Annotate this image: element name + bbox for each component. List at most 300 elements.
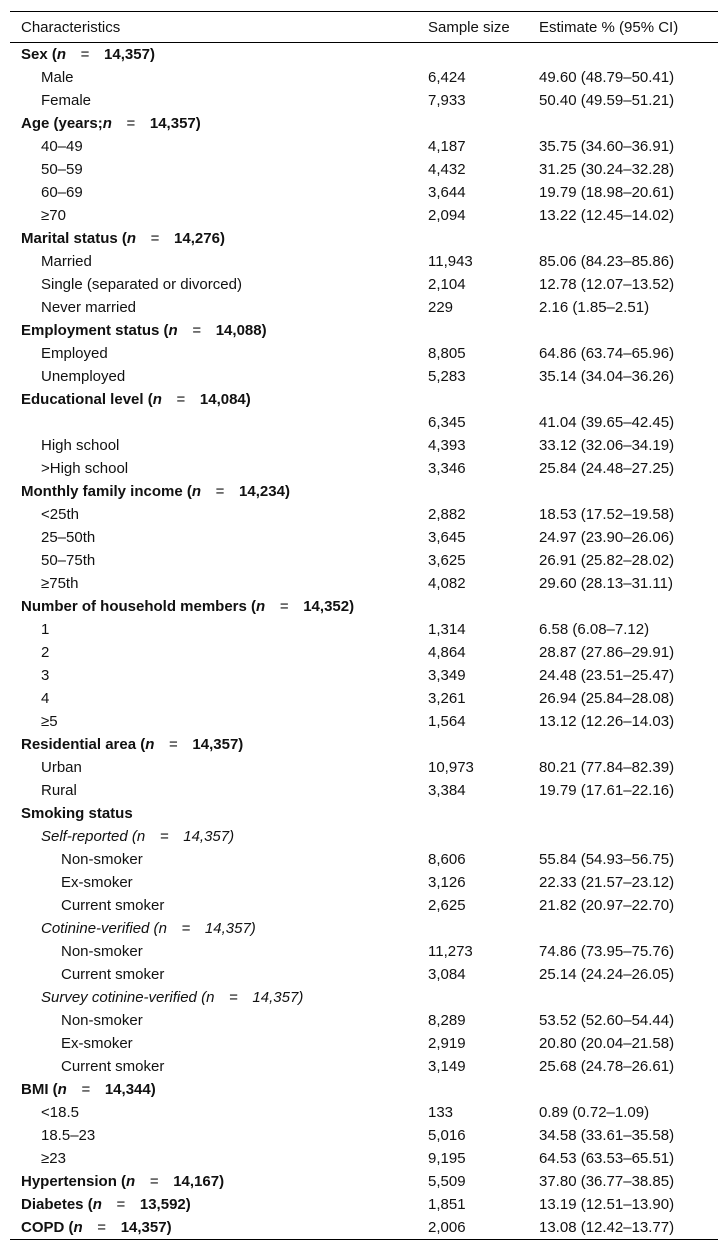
characteristic-label: Single (separated or divorced) <box>41 276 242 293</box>
characteristic-label: Married <box>41 253 92 270</box>
sample-size-cell: 1,564 <box>428 713 466 730</box>
estimate-cell: 12.78 (12.07–13.52) <box>539 276 675 293</box>
sample-n-separator: ( <box>143 391 153 408</box>
sample-size-cell: 4,432 <box>428 161 466 178</box>
sample-size-cell: 10,973 <box>428 759 474 776</box>
characteristic-cell <box>10 595 418 618</box>
sample-n-value: 14,167 <box>173 1173 220 1190</box>
equals-sign: = <box>81 1081 91 1098</box>
estimate-cell <box>529 733 718 756</box>
table-row <box>10 1147 718 1170</box>
estimate-cell: 25.14 (24.24–26.05) <box>539 966 675 983</box>
table-row <box>10 618 718 641</box>
sample-size-cell: 2,094 <box>428 207 466 224</box>
estimate-cell: 31.25 (30.24–32.28) <box>539 161 675 178</box>
estimate-cell: 13.12 (12.26–14.03) <box>539 713 675 730</box>
characteristic-label: High school <box>41 437 120 454</box>
estimate-cell <box>529 388 718 411</box>
estimate-cell <box>529 480 718 503</box>
table-row <box>10 250 718 273</box>
estimate-cell: 20.80 (20.04–21.58) <box>539 1035 675 1052</box>
table-row <box>10 664 718 687</box>
characteristic-label: Urban <box>41 759 82 776</box>
sample-size-cell: 4,393 <box>428 437 466 454</box>
characteristic-cell <box>10 158 418 181</box>
equals-sign: = <box>149 1173 159 1190</box>
estimate-cell: 49.60 (48.79–50.41) <box>539 69 675 86</box>
characteristic-label: Diabetes <box>21 1196 84 1213</box>
n-symbol: n <box>56 46 67 63</box>
table-row <box>10 181 718 204</box>
sample-n-separator: ( <box>149 920 159 937</box>
table-row <box>10 411 718 434</box>
estimate-cell: 35.14 (34.04–36.26) <box>539 368 675 385</box>
characteristic-label: 40–49 <box>41 138 83 155</box>
equals-sign: = <box>126 115 136 132</box>
estimate-cell: 25.68 (24.78–26.61) <box>539 1058 675 1075</box>
characteristic-label: ≥23 <box>41 1150 66 1167</box>
characteristic-cell <box>10 687 418 710</box>
characteristic-cell <box>10 388 418 411</box>
characteristic-cell <box>10 1101 418 1124</box>
sample-size-cell: 229 <box>428 299 454 316</box>
sample-n-value: 14,357 <box>183 828 230 845</box>
close-paren: ) <box>261 322 267 339</box>
sample-n-value: 13,592 <box>139 1196 186 1213</box>
estimate-cell: 26.94 (25.84–28.08) <box>539 690 675 707</box>
equals-sign: = <box>97 1219 107 1236</box>
section-row <box>10 43 718 67</box>
equals-sign: = <box>279 598 289 615</box>
characteristic-label: Ex-smoker <box>61 874 133 891</box>
characteristic-label: 50–75th <box>41 552 96 569</box>
characteristic-label: Current smoker <box>61 1058 165 1075</box>
equals-sign: = <box>159 828 169 845</box>
section-row <box>10 319 718 342</box>
section-row <box>10 227 718 250</box>
sample-n-value: 14,357 <box>104 46 150 63</box>
estimate-cell <box>529 917 718 940</box>
close-paren: ) <box>245 391 251 408</box>
characteristic-cell <box>10 1216 418 1240</box>
characteristic-label: Unemployed <box>41 368 126 385</box>
subsection-row <box>10 825 718 848</box>
sample-n-value: 14,357 <box>252 989 299 1006</box>
sample-size-cell: 3,261 <box>428 690 466 707</box>
characteristic-label: Cotinine-verified <box>41 920 150 937</box>
characteristic-cell <box>10 917 418 940</box>
section-row <box>10 1078 718 1101</box>
estimate-cell: 80.21 (77.84–82.39) <box>539 759 675 776</box>
estimate-cell <box>529 1078 718 1101</box>
sample-n-value: 14,234 <box>239 483 285 500</box>
characteristic-cell <box>10 411 418 434</box>
characteristic-label: Sex <box>21 46 48 63</box>
characteristic-label: 25–50th <box>41 529 96 546</box>
section-row <box>10 388 718 411</box>
estimate-cell: 33.12 (32.06–34.19) <box>539 437 675 454</box>
characteristic-label: Current smoker <box>61 897 165 914</box>
table-row <box>10 848 718 871</box>
table-row <box>10 1124 718 1147</box>
characteristic-cell <box>10 66 418 89</box>
table-row <box>10 641 718 664</box>
characteristic-cell <box>10 204 418 227</box>
sample-size-cell: 2,625 <box>428 897 466 914</box>
sample-size-cell: 9,195 <box>428 1150 466 1167</box>
sample-size-cell: 6,345 <box>428 414 466 431</box>
estimate-cell: 85.06 (84.23–85.86) <box>539 253 675 270</box>
sample-size-cell <box>418 388 529 411</box>
characteristic-cell <box>10 848 418 871</box>
characteristic-label: Rural <box>41 782 77 799</box>
estimate-cell: 64.53 (63.53–65.51) <box>539 1150 675 1167</box>
characteristic-cell <box>10 1009 418 1032</box>
characteristic-cell <box>10 549 418 572</box>
characteristic-label: Age (years; <box>21 115 103 132</box>
equals-sign: = <box>192 322 202 339</box>
table-row <box>10 1101 718 1124</box>
characteristic-cell <box>10 526 418 549</box>
sample-size-cell: 3,645 <box>428 529 466 546</box>
n-symbol: n <box>145 736 155 753</box>
sample-size-cell <box>418 43 529 67</box>
table-row <box>10 66 718 89</box>
estimate-cell: 2.16 (1.85–2.51) <box>539 299 650 316</box>
equals-sign: = <box>215 483 225 500</box>
sample-size-cell: 3,349 <box>428 667 466 684</box>
characteristic-label: Ex-smoker <box>61 1035 133 1052</box>
sample-size-cell: 3,346 <box>428 460 466 477</box>
sample-size-cell: 2,882 <box>428 506 466 523</box>
n-symbol: n <box>126 1173 136 1190</box>
sample-size-cell: 11,273 <box>428 943 473 960</box>
close-paren: ) <box>349 598 355 615</box>
characteristic-label: 18.5–23 <box>41 1127 96 1144</box>
estimate-cell: 13.08 (12.42–13.77) <box>529 1216 718 1240</box>
estimate-cell: 28.87 (27.86–29.91) <box>539 644 675 661</box>
characteristic-label: Marital status <box>21 230 118 247</box>
sample-size-cell: 3,644 <box>428 184 466 201</box>
characteristic-cell <box>10 871 418 894</box>
characteristic-label: Educational level <box>21 391 144 408</box>
characteristic-cell <box>10 1170 418 1193</box>
sample-size-cell: 11,943 <box>428 253 473 270</box>
close-paren: ) <box>150 1081 156 1098</box>
table-row <box>10 89 718 112</box>
n-symbol: n <box>57 1081 67 1098</box>
section-row <box>10 802 718 825</box>
table-row <box>10 457 718 480</box>
characteristic-cell <box>10 664 418 687</box>
sample-size-cell <box>418 733 529 756</box>
equals-sign: = <box>181 920 191 937</box>
sample-size-cell: 5,283 <box>428 368 466 385</box>
table-row <box>10 158 718 181</box>
close-paren: ) <box>219 230 225 247</box>
table-row <box>10 526 718 549</box>
characteristic-cell <box>10 434 418 457</box>
n-symbol: n <box>191 483 202 500</box>
close-paren: ) <box>229 828 235 845</box>
table-row <box>10 549 718 572</box>
characteristic-cell <box>10 503 418 526</box>
n-symbol: n <box>206 989 215 1006</box>
sample-size-cell: 5,016 <box>428 1127 466 1144</box>
table-row <box>10 434 718 457</box>
characteristic-label: BMI <box>21 1081 49 1098</box>
n-symbol: n <box>92 1196 102 1213</box>
close-paren: ) <box>250 920 256 937</box>
characteristic-cell <box>10 227 418 250</box>
characteristic-cell <box>10 457 418 480</box>
sample-size-cell <box>418 227 529 250</box>
sample-size-cell: 8,289 <box>428 1012 466 1029</box>
sample-size-cell: 8,606 <box>428 851 466 868</box>
equals-sign: = <box>169 736 178 753</box>
characteristic-cell <box>10 940 418 963</box>
close-paren: ) <box>149 46 155 63</box>
n-symbol: n <box>256 598 266 615</box>
characteristic-label: Male <box>41 69 74 86</box>
sample-size-cell <box>418 802 529 825</box>
characteristic-label: >High school <box>41 460 129 477</box>
characteristic-label: 1 <box>41 621 50 638</box>
table-row <box>10 1055 718 1078</box>
section-row <box>10 1170 718 1193</box>
estimate-cell: 29.60 (28.13–31.11) <box>539 575 673 592</box>
sample-size-cell <box>418 986 529 1009</box>
characteristic-label: Survey cotinine-verified <box>41 989 197 1006</box>
table-row <box>10 296 718 319</box>
sample-size-cell: 3,149 <box>428 1058 466 1075</box>
header-row <box>10 12 718 43</box>
table-row <box>10 756 718 779</box>
characteristic-cell <box>10 825 418 848</box>
sample-n-separator: ( <box>127 828 137 845</box>
sample-n-value: 14,084 <box>199 391 246 408</box>
estimate-cell: 26.91 (25.82–28.02) <box>539 552 675 569</box>
table-row <box>10 963 718 986</box>
equals-sign: = <box>150 230 160 247</box>
estimate-cell: 41.04 (39.65–42.45) <box>539 414 675 431</box>
estimate-cell <box>529 112 718 135</box>
characteristic-label: 60–69 <box>41 184 83 201</box>
section-row <box>10 595 718 618</box>
estimate-cell: 64.86 (63.74–65.96) <box>539 345 675 362</box>
table-row <box>10 687 718 710</box>
estimate-cell: 19.79 (17.61–22.16) <box>539 782 675 799</box>
characteristics-table <box>10 11 718 1240</box>
characteristic-cell <box>10 894 418 917</box>
estimate-cell: 53.52 (52.60–54.44) <box>539 1012 675 1029</box>
table-row <box>10 342 718 365</box>
characteristic-label: <25th <box>41 506 79 523</box>
table-row <box>10 1009 718 1032</box>
characteristic-label: <18.5 <box>41 1104 79 1121</box>
estimate-cell <box>529 227 718 250</box>
section-row <box>10 112 718 135</box>
section-row <box>10 733 718 756</box>
characteristic-cell <box>10 572 418 595</box>
characteristic-label: 3 <box>41 667 50 684</box>
sample-size-cell <box>418 112 529 135</box>
n-symbol: n <box>136 828 146 845</box>
estimate-cell: 74.86 (73.95–75.76) <box>539 943 675 960</box>
subsection-row <box>10 986 718 1009</box>
estimate-cell <box>529 802 718 825</box>
sample-n-value: 14,357 <box>120 1219 167 1236</box>
equals-sign: = <box>229 989 238 1006</box>
sample-size-cell: 2,104 <box>428 276 466 293</box>
characteristic-cell <box>10 112 418 135</box>
sample-size-cell: 1,851 <box>428 1196 466 1213</box>
characteristic-label: ≥5 <box>41 713 58 730</box>
section-row <box>10 480 718 503</box>
sample-n-value: 14,088 <box>215 322 262 339</box>
sample-n-separator: ( <box>48 1081 58 1098</box>
characteristic-cell <box>10 963 418 986</box>
characteristic-label: Employed <box>41 345 108 362</box>
sample-size-cell: 3,625 <box>428 552 466 569</box>
table-row <box>10 503 718 526</box>
characteristic-label: ≥70 <box>41 207 66 224</box>
estimate-cell: 6.58 (6.08–7.12) <box>539 621 650 638</box>
characteristic-cell <box>10 733 418 756</box>
sample-size-cell: 133 <box>428 1104 454 1121</box>
table-row <box>10 710 718 733</box>
estimate-cell: 19.79 (18.98–20.61) <box>539 184 675 201</box>
close-paren: ) <box>185 1196 191 1213</box>
sample-size-cell: 3,084 <box>428 966 466 983</box>
characteristic-cell <box>10 802 418 825</box>
header-characteristics: Characteristics <box>10 12 418 43</box>
characteristic-label: 50–59 <box>41 161 83 178</box>
sample-n-separator: ( <box>64 1219 74 1236</box>
characteristic-cell <box>10 779 418 802</box>
sample-size-cell: 8,805 <box>428 345 466 362</box>
characteristic-label: Current smoker <box>61 966 165 983</box>
characteristic-label: Smoking status <box>21 805 133 822</box>
characteristic-cell <box>10 181 418 204</box>
table-row <box>10 1032 718 1055</box>
estimate-cell: 24.48 (23.51–25.47) <box>539 667 675 684</box>
characteristic-cell <box>10 756 418 779</box>
characteristic-cell <box>10 1193 418 1216</box>
characteristic-cell <box>10 296 418 319</box>
characteristic-label: Residential area <box>21 736 137 753</box>
n-symbol: n <box>158 920 167 937</box>
sample-n-value: 14,357 <box>192 736 239 753</box>
estimate-cell <box>529 319 718 342</box>
characteristic-cell <box>10 135 418 158</box>
sample-n-value: 14,357 <box>204 920 251 937</box>
estimate-cell: 13.22 (12.45–14.02) <box>539 207 675 224</box>
estimate-cell: 22.33 (21.57–23.12) <box>539 874 675 891</box>
sample-size-cell: 6,424 <box>428 69 466 86</box>
sample-n-separator: ( <box>159 322 169 339</box>
characteristic-label: Non-smoker <box>61 851 143 868</box>
equals-sign: = <box>176 391 186 408</box>
sample-size-cell <box>418 825 529 848</box>
close-paren: ) <box>238 736 244 753</box>
characteristic-cell <box>10 480 418 503</box>
n-symbol: n <box>126 230 137 247</box>
characteristic-cell <box>10 618 418 641</box>
table-row <box>10 894 718 917</box>
estimate-cell: 0.89 (0.72–1.09) <box>539 1104 650 1121</box>
characteristic-label: Female <box>41 92 92 109</box>
characteristic-cell <box>10 1032 418 1055</box>
characteristic-cell <box>10 319 418 342</box>
sample-size-cell <box>418 480 529 503</box>
sample-size-cell: 1,314 <box>428 621 466 638</box>
sample-size-cell <box>418 319 529 342</box>
characteristic-label: Non-smoker <box>61 943 143 960</box>
estimate-cell <box>529 986 718 1009</box>
header-estimate: Estimate % (95% CI) <box>529 12 718 43</box>
close-paren: ) <box>195 115 201 132</box>
characteristic-cell <box>10 1147 418 1170</box>
sample-n-value: 14,344 <box>104 1081 151 1098</box>
sample-n-value: 14,357 <box>149 115 196 132</box>
characteristic-cell <box>10 342 418 365</box>
sample-n-separator: ( <box>246 598 257 615</box>
estimate-cell: 13.19 (12.51–13.90) <box>539 1196 675 1213</box>
estimate-cell: 21.82 (20.97–22.70) <box>539 897 675 914</box>
estimate-cell: 50.40 (49.59–51.21) <box>539 92 675 109</box>
n-symbol: n <box>102 115 112 132</box>
table-row <box>10 135 718 158</box>
sample-size-cell: 4,082 <box>428 575 466 592</box>
table-row <box>10 871 718 894</box>
header-sample-size: Sample size <box>418 12 529 43</box>
n-symbol: n <box>73 1219 83 1236</box>
characteristic-cell <box>10 250 418 273</box>
sample-size-cell: 3,126 <box>428 874 466 891</box>
close-paren: ) <box>166 1219 172 1236</box>
equals-sign: = <box>80 46 90 63</box>
characteristic-cell <box>10 641 418 664</box>
sample-size-cell: 2,919 <box>428 1035 466 1052</box>
estimate-cell: 18.53 (17.52–19.58) <box>539 506 675 523</box>
characteristic-cell <box>10 43 418 67</box>
characteristic-cell <box>10 1078 418 1101</box>
sample-n-value: 14,352 <box>303 598 350 615</box>
table-row <box>10 940 718 963</box>
sample-n-separator: ( <box>116 1173 127 1190</box>
characteristic-label: Employment status <box>21 322 160 339</box>
characteristic-label: ≥75th <box>41 575 79 592</box>
sample-n-separator: ( <box>117 230 127 247</box>
sample-n-separator: ( <box>83 1196 93 1213</box>
subsection-row <box>10 917 718 940</box>
sample-size-cell: 5,509 <box>428 1173 466 1190</box>
section-row <box>10 1193 718 1216</box>
sample-size-cell: 4,864 <box>428 644 466 661</box>
estimate-cell: 25.84 (24.48–27.25) <box>539 460 675 477</box>
equals-sign: = <box>116 1196 126 1213</box>
table-row <box>10 273 718 296</box>
estimate-cell <box>529 595 718 618</box>
estimate-cell: 34.58 (33.61–35.58) <box>539 1127 675 1144</box>
estimate-cell <box>529 43 718 67</box>
sample-size-cell: 3,384 <box>428 782 466 799</box>
estimate-cell: 35.75 (34.60–36.91) <box>539 138 675 155</box>
characteristic-label: Never married <box>41 299 137 316</box>
sample-n-separator: ( <box>182 483 192 500</box>
characteristic-cell <box>10 710 418 733</box>
